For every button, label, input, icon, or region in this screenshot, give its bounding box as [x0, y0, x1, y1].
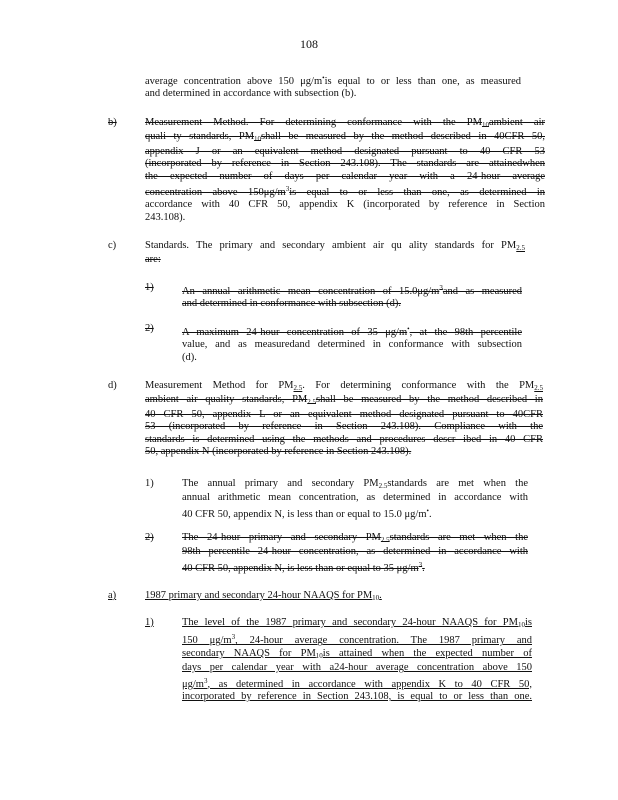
text-line: Measurement Method. For determining conformance with the $PM_{10}ambient$ air: [145, 117, 545, 129]
text-line: annual arithmetic mean concentration, as determined in accordance with: [182, 492, 528, 504]
text-line: the expected number of days per calendar year with a 24-hour average: [145, 170, 545, 182]
text-line: and determined in accordance with subsection (b).: [145, 88, 357, 100]
text-line: secondary NAAQS for $PM_{10}is$ attained when the expected number of: [182, 647, 533, 660]
item-label-d1: 1): [145, 478, 154, 489]
text-line: 243.108).: [145, 211, 186, 223]
text-line: value, and as measuredand determined in conformance with subsection: [182, 339, 522, 351]
text-line: 40 CFR 50, appendix N, is less than or equal to 35 $\mu g/m^3$.: [182, 560, 425, 574]
item-c1: [182, 282, 522, 311]
text-line: $\mu g/m^3$, as determined in accordance with appendix K to 40 CFR 50,: [182, 676, 532, 690]
page-number: 108: [300, 37, 318, 51]
text-line: 50, appendix N (incorporated by reference in Section 243.108).: [145, 446, 412, 458]
text-line: and determined in conformance with subsection (d).: [182, 298, 401, 310]
text-line: are:: [145, 254, 161, 266]
item-a1: [182, 617, 532, 703]
text-line: (incorporated by reference in Section 243.108). The standards are attainedwhen: [145, 158, 545, 170]
text-line: 53 (incorporated by reference in Section 243.108). Compliance with the: [145, 421, 543, 433]
item-c2: [182, 323, 522, 364]
text-line: 40 CFR 50, appendix N, is less than or equal to 15.0 μg/m•.: [182, 506, 432, 520]
text-line: standards is determined using the methods and procedures descr ibed in 40 CFR: [145, 433, 543, 445]
text-line: incorporated by reference in Section 243.108, is equal to or less than one.: [182, 691, 532, 703]
text-line: accordance with 40 CFR 50, appendix K (incorporated by reference in Section: [145, 199, 545, 211]
section-label-d: d): [108, 380, 117, 391]
item-label-a1: 1): [145, 617, 154, 628]
section-label-a: a): [108, 590, 117, 601]
item-d2: [182, 532, 528, 575]
section-label-b: b): [108, 117, 117, 128]
text-line: An annual arithmetic mean concentration of $15.0\mu g/m^3and$ as measured: [182, 284, 522, 297]
text-line: The 24-hour primary and secondary $PM_{2.5}standards$ are met when the: [182, 532, 528, 544]
section-a-heading: [145, 590, 485, 604]
text-line: The level of the 1987 primary and secondary 24-hour NAAQS for $PM_{10}is$: [182, 617, 532, 629]
text-line: days per calendar year with a24-hour average concentration above 150: [182, 662, 532, 674]
text-line: ambient air quality standards, $PM_{2.5}shall$ be measured by the method described in: [145, 394, 543, 407]
text-line: Measurement Method for $PM_{2.5}$. For determining conformance with the $PM_{2.5}$: [145, 380, 543, 392]
item-label-d2: 2): [145, 532, 154, 543]
text-line: A maximum 24-hour concentration of 35 μg/m•, at the 98th percentile: [182, 325, 522, 338]
section-label-c: c): [108, 240, 117, 251]
text-line: average concentration above 150 μg/m•is equal to or less than one, as measured: [145, 74, 521, 87]
text-line: 98th percentile 24-hour concentration, as determined in accordance with: [182, 546, 528, 558]
text-line: The annual primary and secondary $PM_{2.5}standards$ are met when the: [182, 478, 528, 490]
text-line: 1987 primary and secondary 24-hour NAAQS for $PM_{10}$.: [145, 590, 382, 602]
item-label-c1: 1): [145, 282, 154, 293]
text-line: 40 CFR 50, appendix L or an equivalent method designated pursuant to 40CFR: [145, 408, 543, 420]
section-c: [145, 240, 525, 267]
section-b: [145, 117, 545, 224]
section-d: [145, 380, 543, 458]
text-line: quali ty standards, $PM_{10}shall$ be measured by the method described in 40CFR 50,: [145, 131, 545, 144]
text-line: Standards. The primary and secondary ambient air qu ality standards for $PM_{2.5}$: [145, 240, 525, 252]
text-line: 150 $\mu g/m^3$, 24-hour average concentration. The 1987 primary and: [182, 633, 532, 647]
text-line: appendix J or an equivalent method designated pursuant to 40 CFR 53: [145, 145, 545, 157]
text-line: concentration above $150\mu g/m^3is$ equal to or less than one, as determined in: [145, 185, 545, 199]
text-line: (d).: [182, 351, 197, 363]
item-d1: [182, 478, 528, 521]
item-label-c2: 2): [145, 323, 154, 334]
continuation-paragraph: [145, 72, 521, 101]
